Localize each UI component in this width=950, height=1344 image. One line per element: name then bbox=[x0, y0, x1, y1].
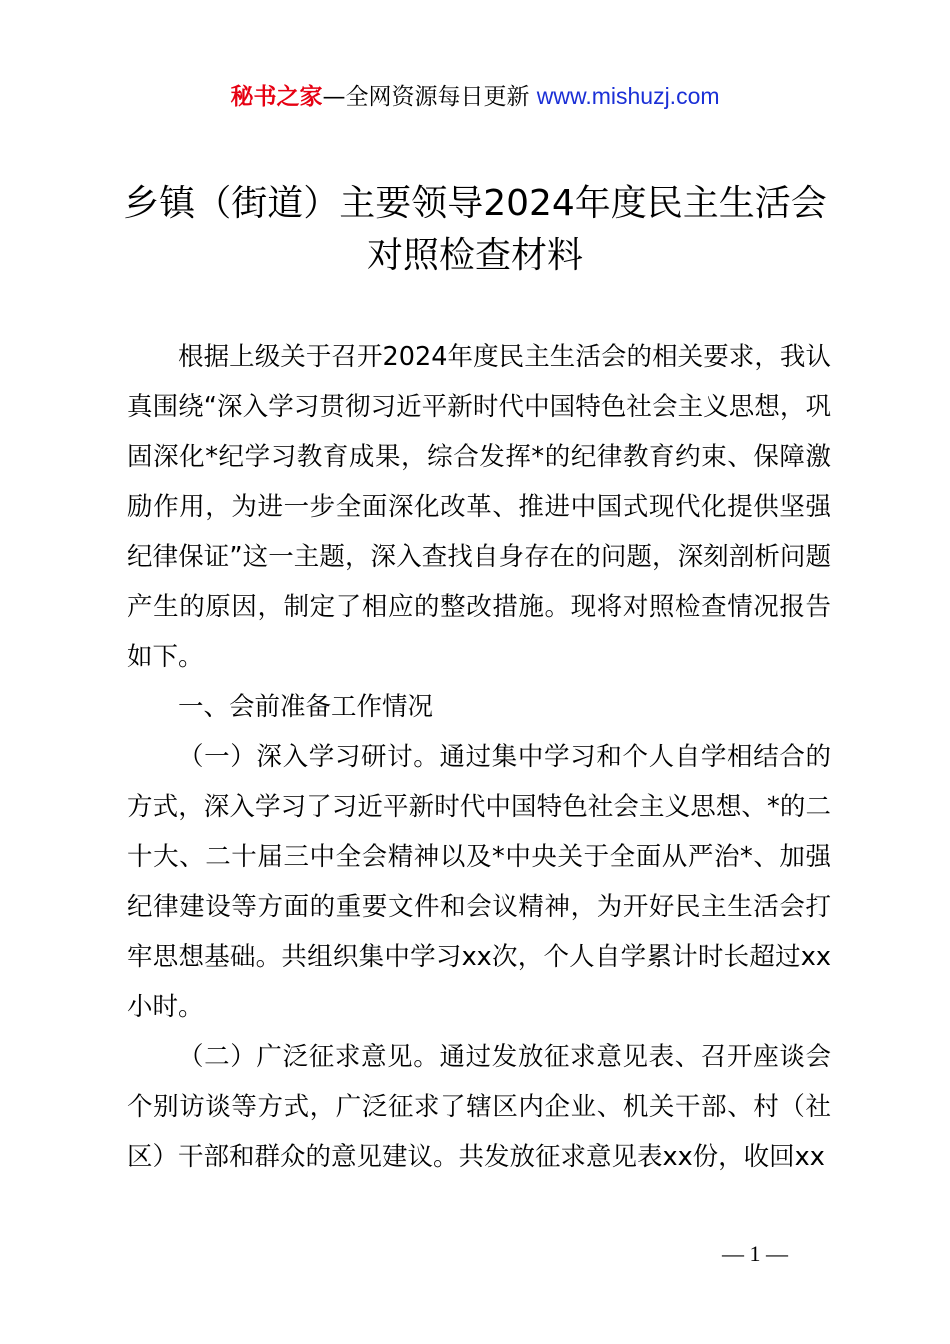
title-line-1: 乡镇（街道）主要领导2024年度民主生活会 bbox=[123, 183, 827, 224]
intro-paragraph: 根据上级关于召开2024年度民主生活会的相关要求，我认真围绕“深入学习贯彻习近平新时代中国特色社会主义思想，巩固深化*纪学习教育成果，综合发挥*的纪律教育约束、保障激励作用，为进一步全面深化改革、推进中国式现代化提供坚强纪律保证”这一主题，深入查找自身存在的问题，深刻剖析问题产生的原因，制定了相应的整改措施。现将对照检查情况报告如下。 bbox=[127, 342, 831, 672]
banner-url[interactable]: www.mishuzj.com bbox=[536, 83, 720, 109]
title-line-2: 对照检查材料 bbox=[366, 235, 583, 276]
section-heading: 一、会前准备工作情况 bbox=[178, 692, 434, 722]
document-body bbox=[127, 332, 831, 1182]
document-title bbox=[0, 178, 950, 282]
item-paragraph-1: （一）深入学习研讨。通过集中学习和个人自学相结合的方式，深入学习了习近平新时代中国特色社会主义思想、*的二十大、二十届三中全会精神以及*中央关于全面从严治*、加强纪律建设等方面的重要文件和会议精神，为开好民主生活会打牢思想基础。共组织集中学习xx次，个人自学累计时长超过xx小时。 bbox=[127, 742, 831, 1022]
site-banner bbox=[0, 78, 950, 115]
banner-brand: 秘书之家 bbox=[230, 84, 323, 110]
banner-slogan: —全网资源每日更新 bbox=[322, 84, 537, 110]
item-paragraph-2: （二）广泛征求意见。通过发放征求意见表、召开座谈会个别访谈等方式，广泛征求了辖区内企业、机关干部、村（社区）干部和群众的意见建议。共发放征求意见表xx份，收回xx bbox=[127, 1042, 831, 1172]
page-number: — 1 — bbox=[722, 1241, 788, 1266]
